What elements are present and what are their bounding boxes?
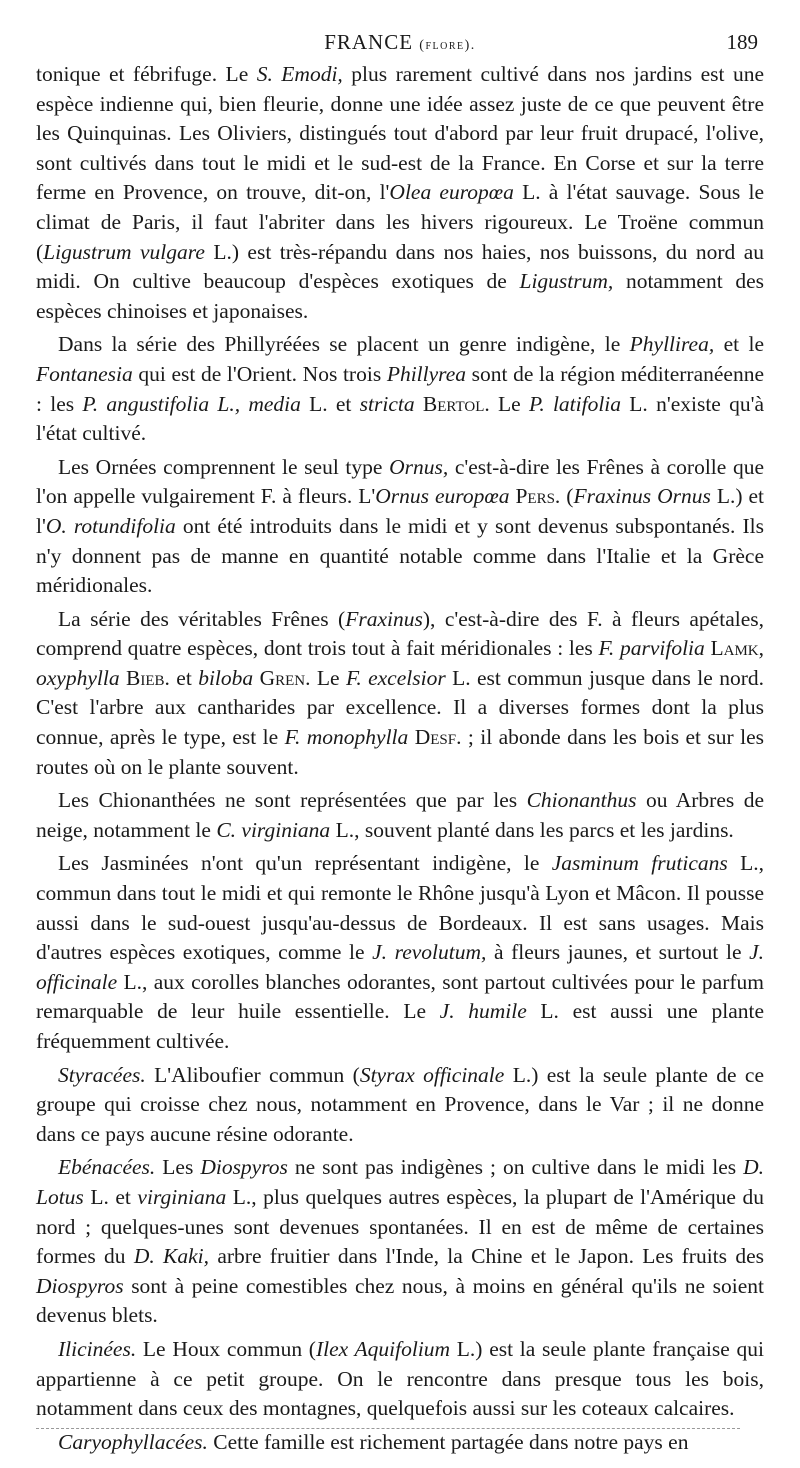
- running-title: [36, 30, 764, 55]
- taxon-name: Fraxinus: [345, 606, 423, 631]
- paragraph-fraxinus: [36, 605, 764, 783]
- text-span: L. à l'état sauvage. Sous le climat de Paris, il faut l'abriter dans les hivers rigoureux. Le Troëne commun (: [36, 180, 765, 264]
- taxon-name: Phyllirea,: [629, 332, 715, 357]
- text-span: qui est de l'Orient. Nos trois: [132, 361, 387, 386]
- paragraph-ilicinees: [36, 1335, 764, 1424]
- page-number: 189: [726, 30, 758, 54]
- running-title-main: FRANCE: [324, 30, 414, 54]
- text-span: ne sont pas indigènes ; on cultive dans le midi les: [287, 1155, 744, 1180]
- taxon-name: F. monophylla: [284, 725, 409, 750]
- author-abbrev: Bertol.: [422, 391, 490, 416]
- taxon-name: F. excelsior: [345, 665, 446, 690]
- paragraph-caryophyllacees: [36, 1428, 764, 1458]
- text-span: L.) est la seule plante française qui appartienne à ce petit groupe. On le rencontre dans presque tous les bois, notamment dans ceux des montagnes, quelquefois aussi sur les coteaux calcaires.: [36, 1336, 764, 1421]
- paragraph-phillyreees: [36, 330, 764, 448]
- text-span: notamment des espèces chinoises et japonaises.: [36, 269, 764, 323]
- taxon-name: O. rotundifolia: [45, 513, 176, 538]
- paragraph-ornees: [36, 453, 764, 601]
- author-abbrev: Bieb.: [125, 665, 170, 690]
- text-span: plus rarement cultivé dans nos jardins est une espèce indienne qui, bien fleurie, donne une idée assez juste de ce que peuvent être les Quinquinas. Les Oliviers, distingués tout d'abord par leur fruit drupacé, l'olive, sont cultivés dans tout le midi et le sud-est de la France. En Corse et sur la terre ferme en Provence, on trouve, dit-on, l': [36, 62, 764, 205]
- taxon-name: Diospyros: [200, 1155, 288, 1180]
- paragraph-oleaceae-continued: [36, 60, 764, 326]
- taxon-name: Styrax officinale: [359, 1062, 505, 1087]
- text-span: et: [169, 665, 199, 690]
- author-abbrev: Lamk,: [710, 636, 764, 661]
- family-heading: Ilicinées.: [58, 1336, 137, 1361]
- taxon-name: Ligustrum,: [519, 269, 614, 294]
- footer-rule: [36, 1428, 740, 1429]
- text-span: L. est commun jusque dans le nord. C'est l'arbre aux cantharides par excellence. Il a diverses formes dont la plus connue, après le type, est le: [36, 665, 764, 750]
- taxon-name: Chionanthus: [526, 788, 637, 813]
- text-span: L.) et l': [36, 484, 765, 538]
- taxon-name: stricta: [359, 391, 415, 416]
- text-span: L. n'existe qu'à l'état cultivé.: [36, 391, 765, 446]
- text-span: sont de la région méditerranéenne : les: [36, 361, 764, 416]
- taxon-name: D. Lotus: [36, 1155, 765, 1209]
- author-abbrev: Gren.: [259, 665, 311, 690]
- text-span: L'Aliboufier commun (: [145, 1062, 360, 1087]
- text-span: L., plus quelques autres espèces, la plupart de l'Amérique du nord ; quelques-unes sont devenues spontanées. Il en est de même de certaines formes du: [36, 1184, 764, 1269]
- taxon-name: J. officinale: [36, 940, 765, 994]
- taxon-name: P. latifolia: [528, 391, 622, 416]
- text-span: L.) est très-répandu dans nos haies, nos buissons, du nord au midi. On cultive beaucoup d'espèces exotiques de: [36, 239, 764, 294]
- text-span: L. et: [300, 391, 360, 416]
- text-span: Dans la série des Phillyréées se placent un genre indigène, le: [58, 332, 630, 357]
- paragraph-jasminees: [36, 849, 764, 1056]
- text-span: ou Arbres de neige, notamment le: [36, 788, 764, 842]
- text-span: Le: [310, 665, 346, 690]
- text-span: Les Jasminées n'ont qu'un représentant indigène, le: [58, 851, 552, 876]
- text-span: L. est aussi une plante fréquemment cultivée.: [36, 999, 764, 1053]
- family-heading: Styracées.: [58, 1062, 146, 1087]
- text-span: L., commun dans tout le midi et qui remonte le Rhône jusqu'à Lyon et Mâcon. Il pousse aussi dans le sud-ouest jusqu'au-dessus de Bordeaux. Il est sans usages. Mais d'autres espèces exotiques, comme le: [36, 851, 764, 965]
- text-span: Les Chionanthées ne sont représentées que par les: [58, 788, 527, 813]
- text-span: et le: [714, 332, 764, 357]
- page-body: [36, 60, 764, 1457]
- taxon-name: P. angustifolia L., media: [82, 391, 301, 416]
- text-span: L., aux corolles blanches odorantes, sont partout cultivées pour le parfum remarquable de leur huile essentielle. Le: [36, 969, 764, 1024]
- text-span: Le Houx commun (: [136, 1336, 316, 1361]
- taxon-name: D. Kaki,: [133, 1244, 210, 1269]
- text-span: arbre fruitier dans l'Inde, la Chine et le Japon. Les fruits des: [209, 1244, 764, 1269]
- family-heading: Ebénacées.: [58, 1155, 156, 1180]
- taxon-name: Fraxinus Ornus: [573, 484, 711, 509]
- text-span: tonique et fébrifuge. Le: [36, 62, 257, 86]
- text-span: Les: [155, 1155, 201, 1180]
- text-span: ont été introduits dans le midi et y sont devenus subspontanés. Ils n'y donnent pas de manne en quantité notable comme dans l'Italie et la Grèce méridionales.: [36, 513, 764, 598]
- taxon-name: Olea europœa: [389, 180, 514, 205]
- text-span: sont à peine comestibles chez nous, à moins en général qu'ils ne soient devenus blets.: [36, 1273, 764, 1328]
- paragraph-ebenacees: [36, 1153, 764, 1331]
- taxon-name: J. humile: [439, 999, 527, 1024]
- taxon-name: Ligustrum vulgare: [43, 239, 205, 264]
- text-span: Le: [489, 391, 529, 416]
- author-abbrev: Desf.: [414, 725, 462, 750]
- text-span: Les Ornées comprennent le seul type: [58, 454, 390, 479]
- taxon-name: biloba: [198, 665, 254, 690]
- text-span: c'est-à-dire les Frênes à corolle que l'on appelle vulgairement F. à fleurs. L': [36, 454, 764, 509]
- taxon-name: Jasminum fruticans: [551, 851, 728, 876]
- paragraph-chionanthees: [36, 786, 764, 845]
- taxon-name: Fontanesia: [36, 361, 133, 386]
- family-heading: Caryophyllacées.: [58, 1429, 208, 1454]
- text-span: ; il abonde dans les bois et sur les routes où on le plante souvent.: [36, 725, 764, 779]
- taxon-name: oxyphylla: [36, 665, 120, 690]
- running-title-sub: (flore).: [419, 38, 476, 53]
- taxon-name: Ilex Aquifolium: [315, 1336, 451, 1361]
- text-span: Cette famille est richement partagée dans notre pays en: [207, 1429, 689, 1454]
- text-span: L.) est la seule plante de ce groupe qui croisse chez nous, notamment en Provence, dans le Var ; il ne donne dans ce pays aucune résine odorante.: [36, 1062, 765, 1146]
- taxon-name: virginiana: [137, 1184, 227, 1209]
- paragraph-styracees: [36, 1061, 764, 1150]
- taxon-name: Diospyros: [36, 1273, 124, 1298]
- taxon-name: C. virginiana: [216, 817, 331, 842]
- text-span: L. et: [83, 1184, 138, 1209]
- taxon-name: Ornus,: [389, 454, 449, 479]
- taxon-name: Phillyrea: [386, 361, 467, 386]
- author-abbrev: Pers.: [515, 484, 561, 509]
- text-span: ), c'est-à-dire des F. à fleurs apétales, comprend quatre espèces, dont trois tout à fait méridionales : les: [36, 606, 764, 661]
- text-span: à fleurs jaunes, et surtout le: [486, 940, 750, 965]
- taxon-name: J. revolutum,: [372, 940, 487, 965]
- taxon-name: F. parvifolia: [598, 636, 705, 661]
- taxon-name: Ornus europœa: [375, 484, 510, 509]
- text-span: L., souvent planté dans les parcs et les jardins.: [330, 817, 734, 842]
- page-header: [36, 26, 764, 60]
- taxon-name: S. Emodi,: [256, 62, 343, 86]
- text-span: La série des véritables Frênes (: [58, 606, 346, 631]
- text-span: (: [560, 484, 574, 509]
